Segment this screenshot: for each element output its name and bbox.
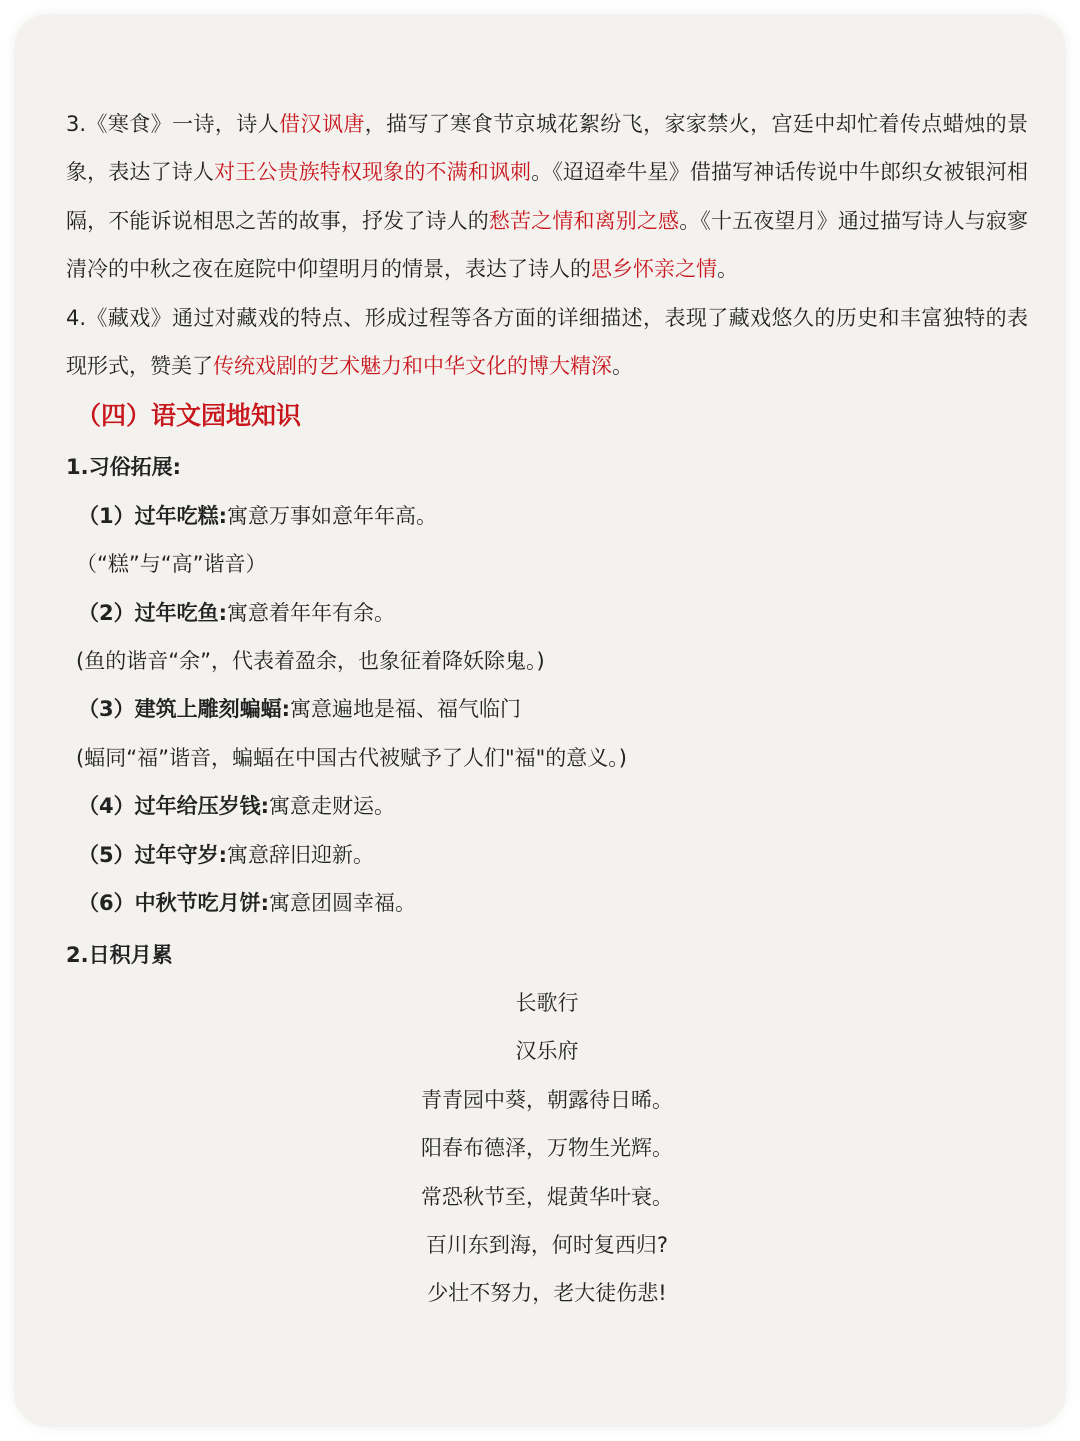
custom-item-meaning: 寓意万事如意年年高。: [227, 503, 438, 528]
custom-item-label: （6）中秋节吃月饼:: [78, 891, 270, 916]
highlight-text: 传统戏剧的艺术魅力和中华文化的博大精深: [213, 354, 612, 379]
custom-item-meaning: 寓意遍地是福、福气临门: [290, 697, 522, 722]
highlight-text: 思乡怀亲之情: [591, 257, 717, 282]
poem-title: 长歌行: [515, 990, 579, 1015]
accumulation-heading: 2.日积月累: [66, 942, 173, 967]
paragraph-3: [66, 100, 1028, 294]
custom-note-1: （“糕”与“高”谐音）: [76, 552, 267, 577]
paragraph-4: [66, 294, 1028, 391]
highlight-text: 愁苦之情和离别之感: [488, 208, 680, 233]
page-card: [14, 14, 1066, 1427]
custom-item-2: [78, 589, 1028, 637]
text-span: 4.《藏戏》通过对藏戏的特点、形成过程等各方面的详细描述，表现了藏戏悠久的历史和丰富独特的表现形式，赞美了: [66, 305, 1028, 379]
custom-item-1: [78, 492, 1028, 540]
text-span: ，描写了寒食节京城花絮纷飞，家家禁火，宫廷中却忙着传点蜡烛的景象，表达了诗人: [66, 112, 1029, 185]
custom-note-3: (蝠同“福”谐音，蝙蝠在中国古代被赋予了人们"福"的意义。): [76, 745, 627, 770]
poem-line: 青青园中葵，朝露待日晞。: [421, 1087, 673, 1112]
custom-item-meaning: 寓意走财运。: [269, 794, 396, 819]
custom-item-label: （3）建筑上雕刻蝙蝠:: [78, 697, 291, 722]
custom-item-6: [78, 879, 1028, 927]
poem-line: 少壮不努力，老大徒伤悲!: [427, 1281, 667, 1306]
poem-line: 阳春布德泽，万物生光辉。: [421, 1136, 673, 1161]
poem-line: 常恐秋节至，焜黄华叶衰。: [421, 1184, 673, 1209]
custom-item-label: （2）过年吃鱼:: [78, 600, 228, 625]
poem-line: 百川东到海，何时复西归?: [425, 1232, 669, 1257]
highlight-text: 借汉讽唐: [279, 112, 365, 136]
custom-item-3: [78, 685, 1028, 733]
text-span: 。《迢迢牵牛星》借描写神话传说中牛郎织女被银河相隔，不能诉说相思之苦的故事，抒发了诗人的: [66, 160, 1029, 233]
text-span: 。: [717, 257, 738, 282]
text-span: 。《十五夜望月》通过描写诗人与寂寥清冷的中秋之夜在庭院中仰望明月的情景，表达了诗人的: [66, 208, 1029, 282]
custom-item-label: （5）过年守岁:: [78, 842, 228, 867]
document-content: [66, 100, 1028, 1318]
custom-note-2: (鱼的谐音“余”，代表着盈余，也象征着降妖除鬼。): [76, 649, 545, 674]
custom-item-meaning: 寓意辞旧迎新。: [227, 842, 375, 867]
text-span: 。: [612, 354, 633, 379]
section-heading: （四）语文园地知识: [76, 401, 302, 431]
text-span: 3.《寒食》一诗，诗人: [66, 112, 280, 136]
custom-item-meaning: 寓意着年年有余。: [227, 600, 396, 625]
custom-item-meaning: 寓意团圆幸福。: [269, 891, 417, 916]
custom-item-5: [78, 831, 1028, 879]
custom-item-label: （4）过年给压岁钱:: [78, 794, 270, 819]
custom-item-4: [78, 782, 1028, 830]
poem: [66, 979, 1028, 1318]
custom-item-label: （1）过年吃糕:: [78, 503, 228, 528]
poem-author: 汉乐府: [515, 1039, 579, 1064]
customs-heading: 1.习俗拓展:: [66, 455, 181, 480]
highlight-text: 对王公贵族特权现象的不满和讽刺: [214, 160, 532, 185]
